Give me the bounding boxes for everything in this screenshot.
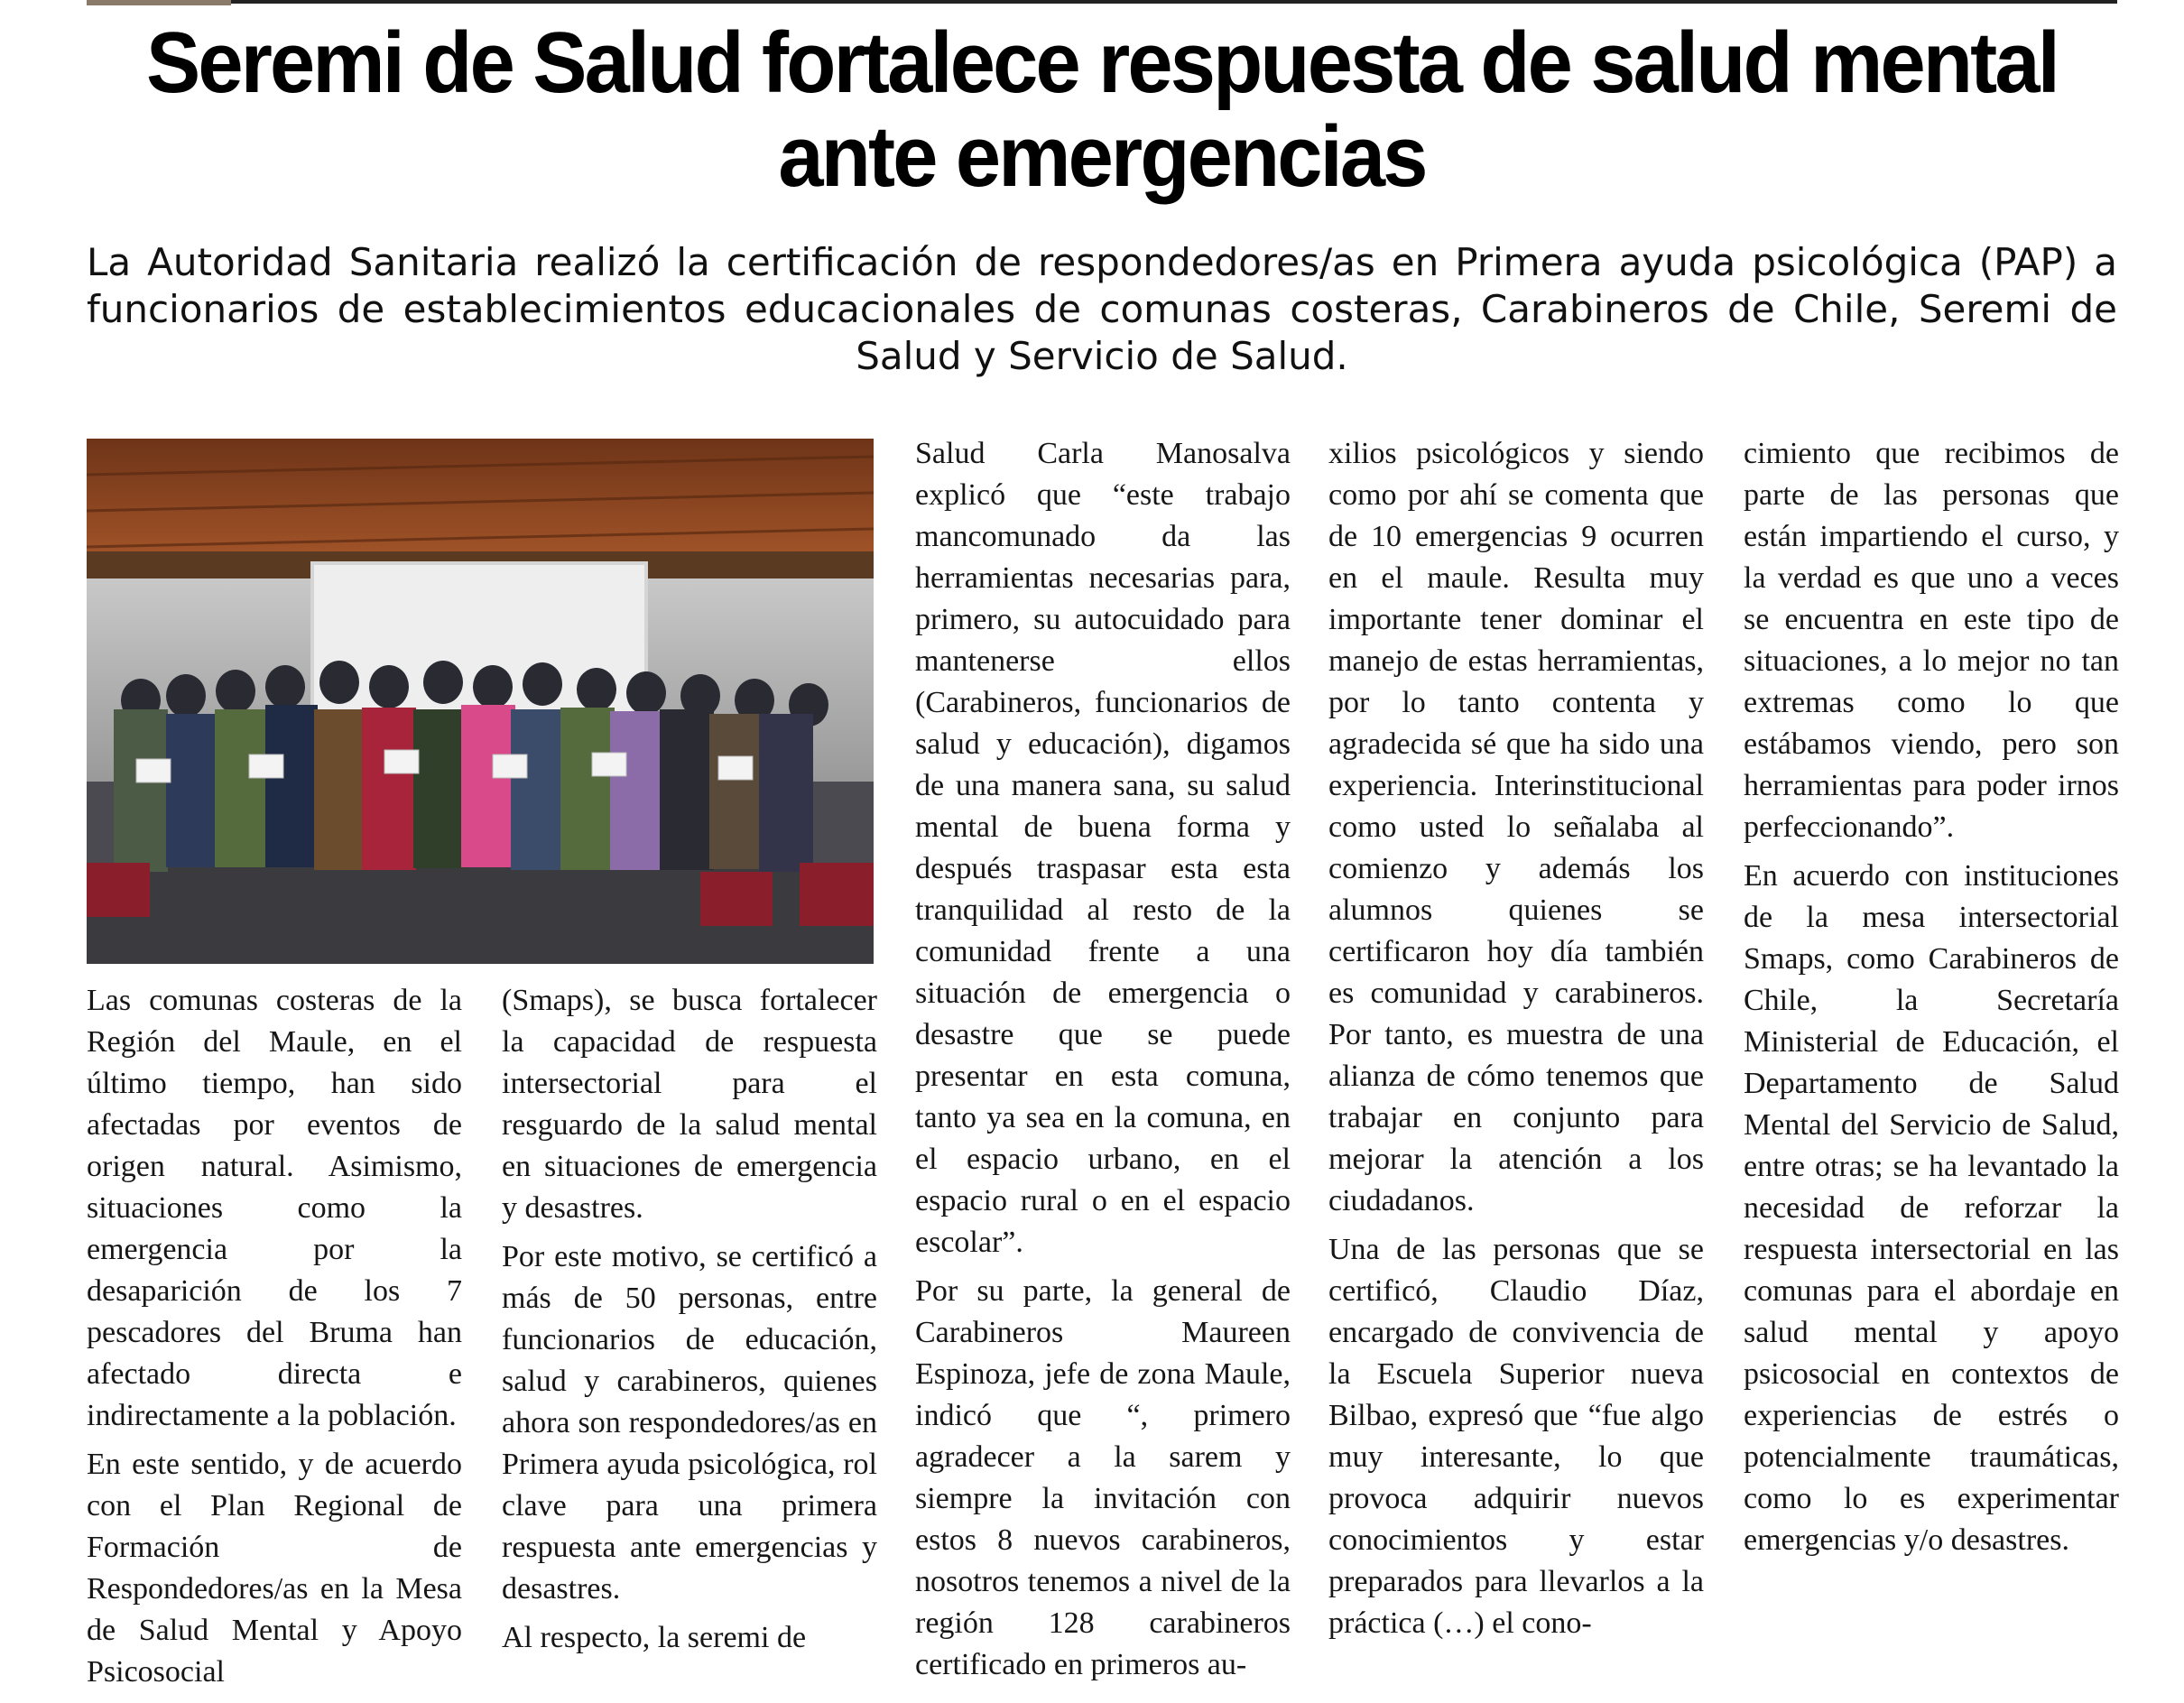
top-rule-accent	[87, 0, 231, 5]
paragraph: (Smaps), se busca fortalecer la capacidad de respuesta intersectorial para el resguardo de la salud mental en situaciones de emergencia y desastres.	[502, 984, 877, 1225]
group-photo	[87, 439, 874, 964]
paragraph: Al respecto, la seremi de	[502, 1621, 807, 1654]
paragraph: En este sentido, y de acuerdo con el Plan Regional de Formación de Respondedores/as en la Mesa de Salud Mental y Apoyo Psicosocial	[87, 1448, 462, 1689]
paragraph: Salud Carla Manosalva explicó que “este trabajo mancomunado da las herramientas necesarias para, primero, su autocuidado para mantenerse ellos (Carabineros, funcionarios de salud y educación), digamos de una manera sana, su salud mental de buena forma y después traspasar esta esta tranquilidad al resto de la comunidad frente a una situación de emergencia o desastre que se puede presentar en esta comuna, tanto ya sea en la comuna, en el espacio urbano, en el espacio rural o en el espacio escolar”.	[915, 437, 1291, 1259]
column-5	[1744, 433, 2119, 1569]
column-2	[502, 980, 877, 1666]
column-1	[87, 980, 462, 1700]
paragraph: Por su parte, la general de Carabineros Maureen Espinoza, jefe de zona Maule, indicó que “, primero agradecer a la sarem y siempre la invitación con estos 8 nuevos carabineros, nosotros tenemos a nivel de la región 128 carabineros certificado en primeros au-	[915, 1274, 1291, 1681]
paragraph: Una de las personas que se certificó, Claudio Díaz, encargado de convivencia de la Escuela Superior nueva Bilbao, expresó que “fue algo muy interesante, lo que provoca adquirir nuevos conocimientos y estar preparados para llevarlos a la práctica (…) el cono-	[1328, 1233, 1704, 1640]
subheadline: La Autoridad Sanitaria realizó la certificación de respondedores/as en Primera ayuda psicológica (PAP) a funcionarios de establecimientos educacionales de comunas costeras, Carabineros de Chile, Seremi de Salud y Servicio de Salud.	[87, 240, 2117, 378]
headline: Seremi de Salud fortalece respuesta de salud mental ante emergencias	[145, 14, 2059, 205]
paragraph: cimiento que recibimos de parte de las personas que están impartiendo el curso, y la verdad es que uno a veces se encuentra en este tipo de situaciones, a lo mejor no tan extremas como lo que estábamos viendo, pero son herramientas para poder irnos perfeccionando”.	[1744, 437, 2119, 844]
column-4	[1328, 433, 1704, 1652]
paragraph: Por este motivo, se certificó a más de 50 personas, entre funcionarios de educación, salud y carabineros, quienes ahora son respondedores/as en Primera ayuda psicológica, rol clave para una primera respuesta ante emergencias y desastres.	[502, 1240, 877, 1606]
paragraph: En acuerdo con instituciones de la mesa intersectorial Smaps, como Carabineros de Chile, la Secretaría Ministerial de Educación, el Departamento de Salud Mental del Servicio de Salud, entre otras; se ha levantado la necesidad de reforzar la respuesta intersectorial en las comunas para el abordaje en salud mental y apoyo psicosocial en contextos de experiencias de estrés o potencialmente traumáticas, como lo es experimentar emergencias y/o desastres.	[1744, 859, 2119, 1557]
column-3	[915, 433, 1291, 1693]
paragraph: Las comunas costeras de la Región del Maule, en el último tiempo, han sido afectadas por eventos de origen natural. Asimismo, situaciones como la emergencia por la desaparición de los 7 pescadores del Bruma han afectado directa e indirectamente a la población.	[87, 984, 462, 1432]
paragraph: xilios psicológicos y siendo como por ahí se comenta que de 10 emergencias 9 ocurren en el maule. Resulta muy importante tener dominar el manejo de estas herramientas, por lo tanto contenta y agradecida sé que ha sido una experiencia. Interinstitucional como usted lo señalaba al comienzo y además los alumnos quienes se certificaron hoy día también es comunidad y carabineros. Por tanto, es muestra de una alianza de cómo tenemos que trabajar en conjunto para mejorar la atención a los ciudadanos.	[1328, 437, 1704, 1217]
top-rule	[87, 0, 2117, 4]
